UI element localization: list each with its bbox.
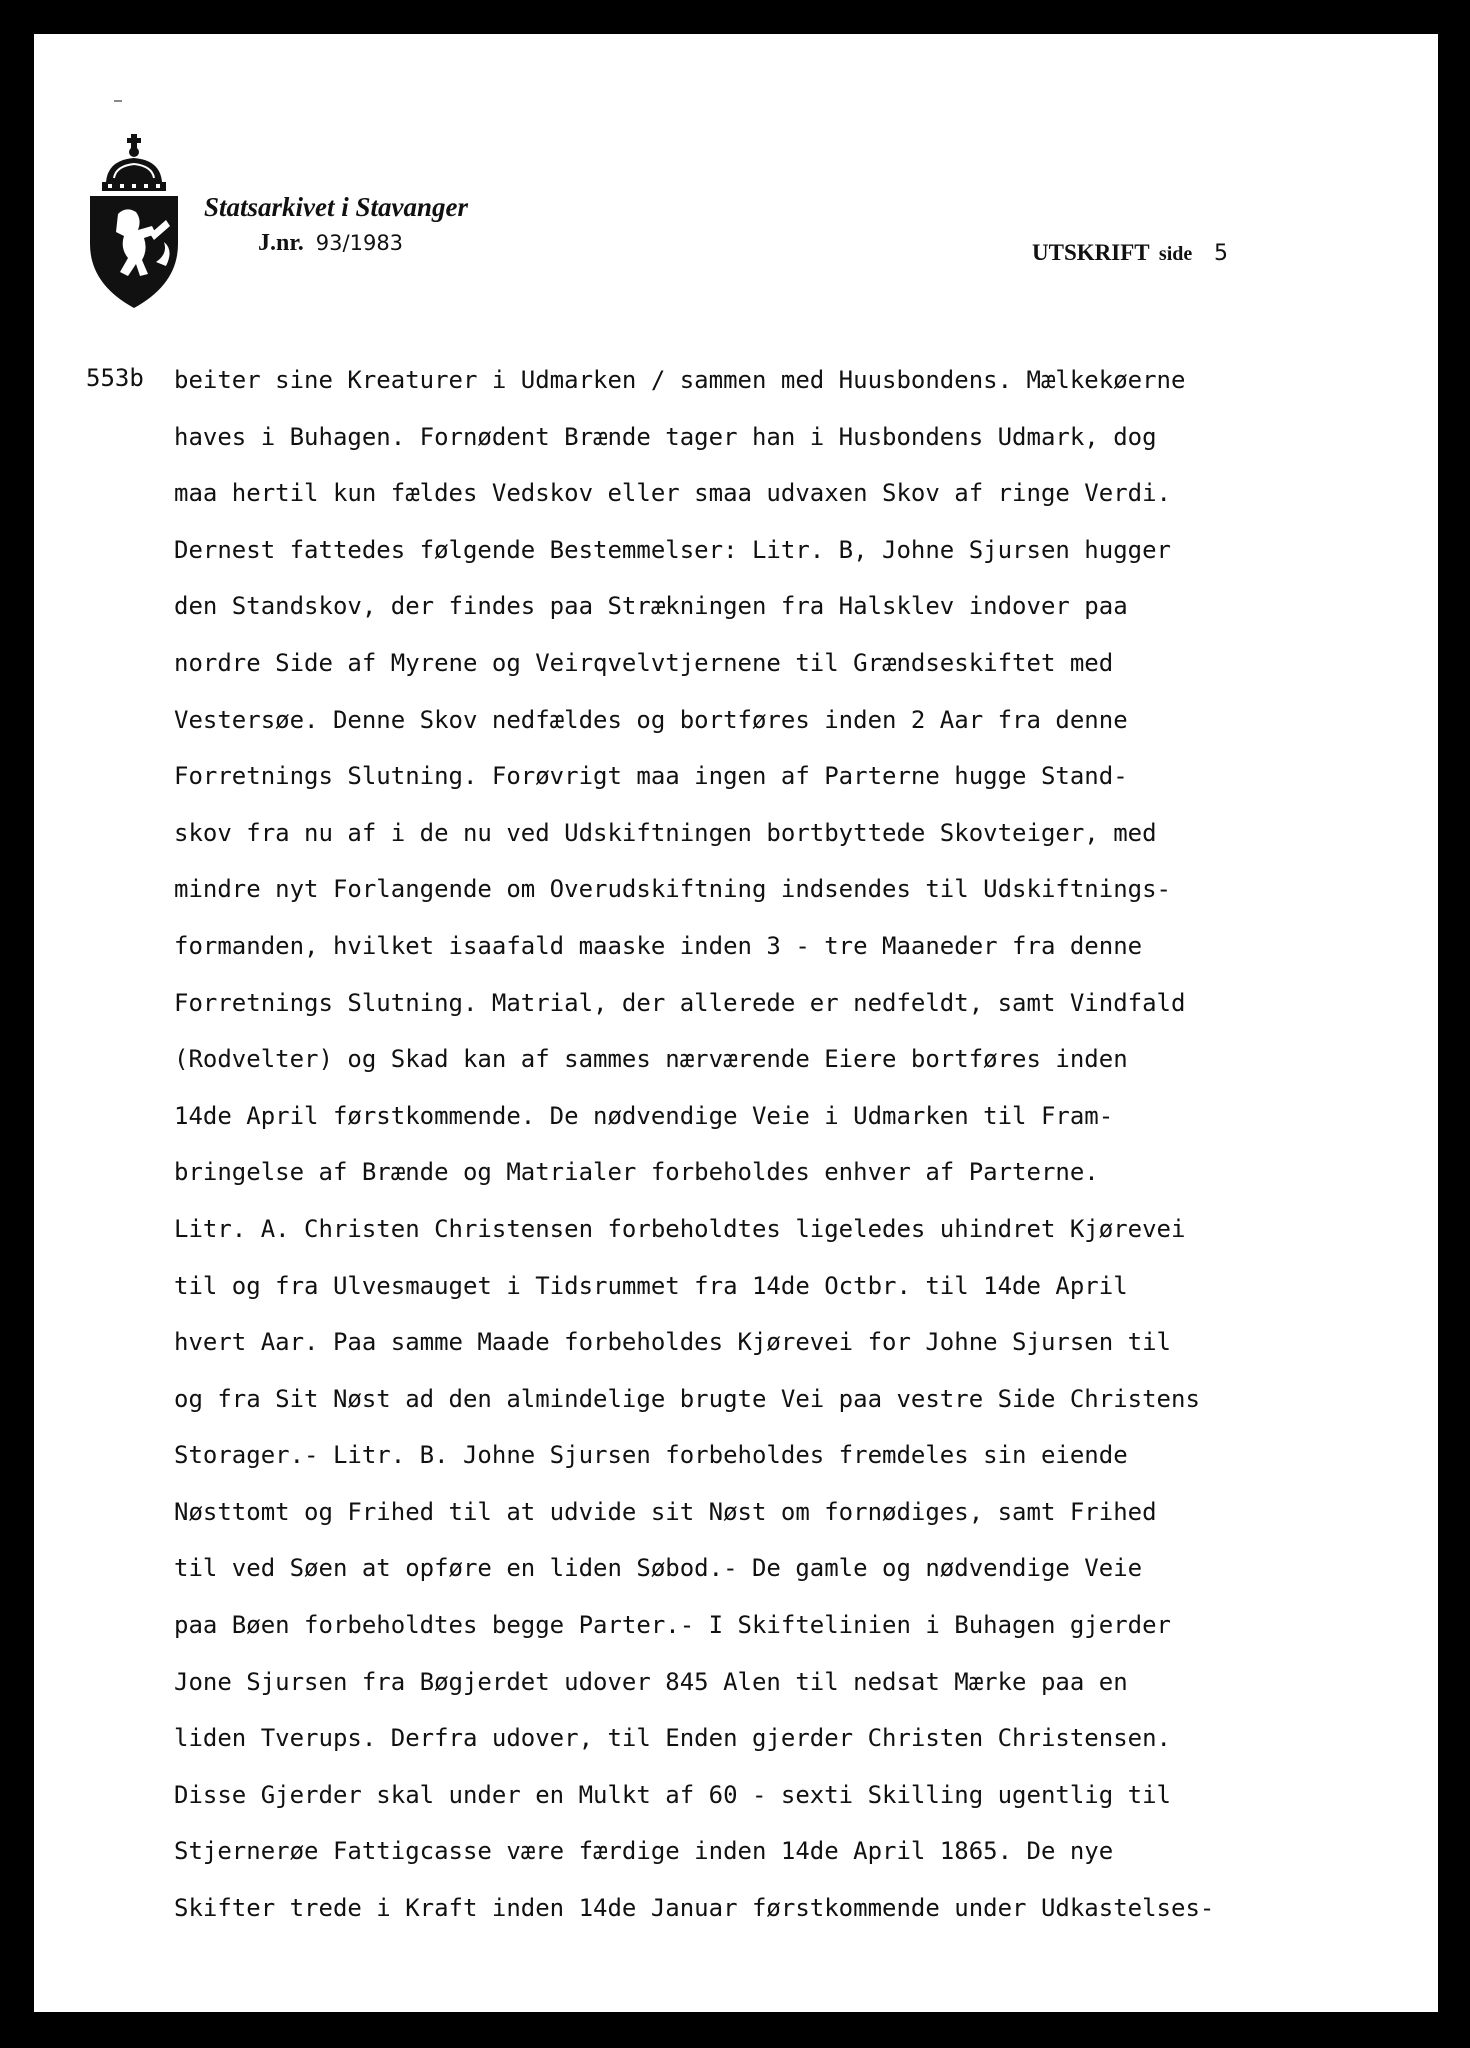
text-line: Nøsttomt og Frihed til at udvide sit Nøst om fornødiges, samt Frihed xyxy=(174,1497,1157,1526)
text-line: bringelse af Brænde og Matrialer forbeholdes enhver af Parterne. xyxy=(174,1158,1099,1187)
text-line: Skifter trede i Kraft inden 14de Januar førstkommende under Udkastelses- xyxy=(174,1894,1215,1923)
utskrift-label: UTSKRIFT xyxy=(1032,240,1150,265)
text-line: beiter sine Kreaturer i Udmarken / sammen med Huusbondens. Mælkekøerne xyxy=(174,366,1186,394)
text-line: til ved Søen at opføre en liden Søbod.- De gamle og nødvendige Veie xyxy=(174,1554,1143,1583)
text-line: skov fra nu af i de nu ved Udskiftningen bortbyttede Skovteiger, med xyxy=(174,818,1157,847)
text-line: mindre nyt Forlangende om Overudskiftning indsendes til Udskiftnings- xyxy=(174,875,1171,904)
stray-mark xyxy=(114,100,122,102)
text-line: Disse Gjerder skal under en Mulkt af 60 - sexti Skilling ugentlig til xyxy=(174,1780,1171,1809)
text-line: og fra Sit Nøst ad den almindelige brugte Vei paa vestre Side Christens xyxy=(174,1384,1200,1413)
text-line: liden Tverups. Derfra udover, til Enden gjerder Christen Christensen. xyxy=(174,1724,1171,1753)
text-line: Vestersøe. Denne Skov nedfældes og bortføres inden 2 Aar fra denne xyxy=(174,705,1128,734)
norwegian-coat-of-arms-icon xyxy=(86,134,182,310)
page-header-utskrift xyxy=(1032,240,1228,266)
journal-number xyxy=(258,230,403,257)
text-line: Stjernerøe Fattigcasse være færdige inden 14de April 1865. De nye xyxy=(174,1837,1114,1866)
text-line: hvert Aar. Paa samme Maade forbeholdes Kjørevei for Johne Sjursen til xyxy=(174,1328,1171,1357)
text-line: den Standskov, der findes paa Strækningen fra Halsklev indover paa xyxy=(174,592,1128,621)
text-line: haves i Buhagen. Fornødent Brænde tager han i Husbondens Udmark, dog xyxy=(174,422,1157,451)
text-line: Jone Sjursen fra Bøgjerdet udover 845 Alen til nedsat Mærke paa en xyxy=(174,1667,1128,1696)
text-line: formanden, hvilket isaafald maaske inden 3 - tre Maaneder fra denne xyxy=(174,931,1143,960)
text-line: Litr. A. Christen Christensen forbeholdtes ligeledes uhindret Kjørevei xyxy=(174,1214,1186,1243)
text-line: Dernest fattedes følgende Bestemmelser: Litr. B, Johne Sjursen hugger xyxy=(174,535,1171,564)
text-line: Storager.- Litr. B. Johne Sjursen forbeholdes fremdeles sin eiende xyxy=(174,1441,1128,1470)
document-page xyxy=(34,34,1438,2012)
text-line: paa Bøen forbeholdtes begge Parter.- I Skiftelinien i Buhagen gjerder xyxy=(174,1611,1171,1640)
text-line: (Rodvelter) og Skad kan af sammes nærværende Eiere bortføres inden xyxy=(174,1045,1128,1074)
text-line: 14de April førstkommende. De nødvendige Veie i Udmarken til Fram- xyxy=(174,1101,1114,1130)
transcription-body xyxy=(174,364,1434,1949)
journal-value: 93/1983 xyxy=(315,231,404,255)
text-line: til og fra Ulvesmauget i Tidsrummet fra 14de Octbr. til 14de April xyxy=(174,1271,1128,1300)
margin-reference: 553b xyxy=(86,364,144,392)
text-line: Forretnings Slutning. Matrial, der allerede er nedfeldt, samt Vindfald xyxy=(174,988,1186,1017)
text-line: nordre Side af Myrene og Veirqvelvtjernene til Grændseskiftet med xyxy=(174,648,1114,677)
text-line: maa hertil kun fældes Vedskov eller smaa udvaxen Skov af ringe Verdi. xyxy=(174,479,1171,508)
journal-label: J.nr. xyxy=(258,230,304,256)
page-number: 5 xyxy=(1214,241,1229,266)
text-line: Forretnings Slutning. Forøvrigt maa ingen af Parterne hugge Stand- xyxy=(174,762,1128,791)
side-label: side xyxy=(1158,243,1193,265)
archive-name: Statsarkivet i Stavanger xyxy=(204,192,469,222)
